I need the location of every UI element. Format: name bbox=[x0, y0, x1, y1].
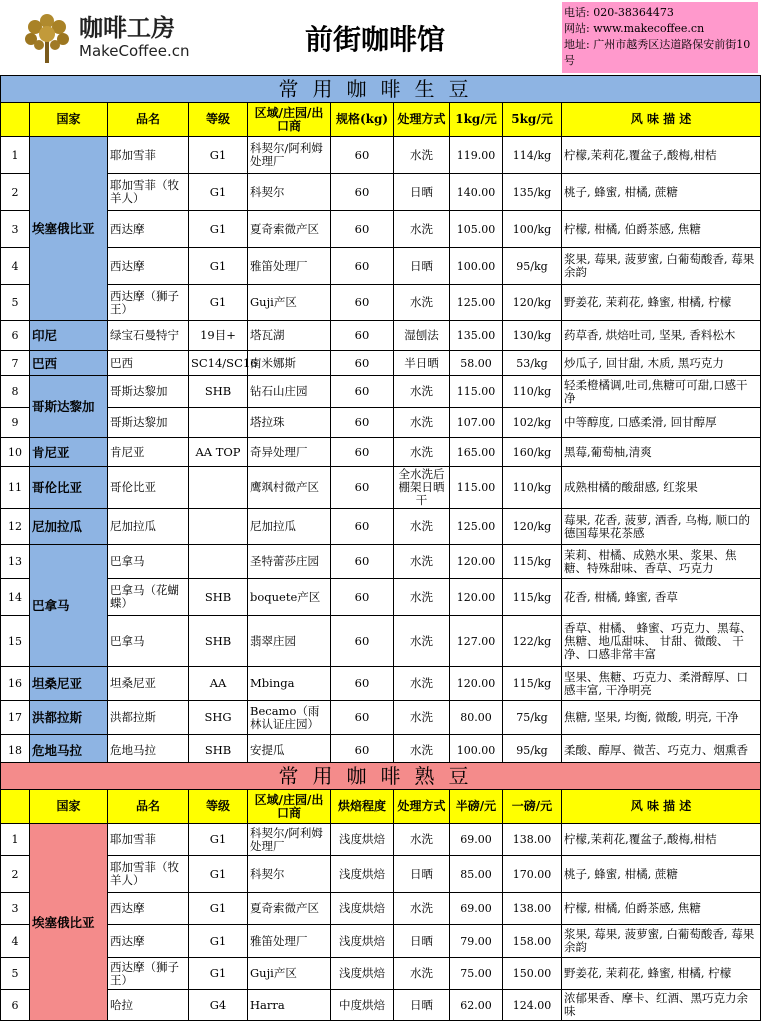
product-name: 哥斯达黎加 bbox=[108, 376, 189, 408]
row-index: 5 bbox=[1, 958, 30, 990]
grade: SHB bbox=[189, 579, 248, 616]
price-1: 127.00 bbox=[450, 616, 503, 667]
flavor-description: 桃子, 蜂蜜, 柑橘, 蔗糖 bbox=[562, 174, 761, 211]
spec: 60 bbox=[331, 376, 394, 408]
region: Guji产区 bbox=[248, 958, 331, 990]
process: 半日晒 bbox=[394, 351, 450, 376]
price-2: 115/kg bbox=[503, 667, 562, 701]
price-1: 125.00 bbox=[450, 509, 503, 545]
header-country: 国家 bbox=[30, 790, 108, 824]
flavor-description: 野姜花, 茉莉花, 蜂蜜, 柑橘, 柠檬 bbox=[562, 285, 761, 321]
product-name: 西达摩 bbox=[108, 925, 189, 958]
flavor-description: 浓郁果香、摩卡、红酒、黑巧克力余味 bbox=[562, 990, 761, 1021]
row-index: 7 bbox=[1, 351, 30, 376]
price-2: 160/kg bbox=[503, 438, 562, 467]
region: Mbinga bbox=[248, 667, 331, 701]
price-1: 115.00 bbox=[450, 376, 503, 408]
region: 塔拉珠 bbox=[248, 408, 331, 438]
table-row bbox=[1, 824, 761, 856]
price-1: 140.00 bbox=[450, 174, 503, 211]
header-grade: 等级 bbox=[189, 103, 248, 137]
region: boquete产区 bbox=[248, 579, 331, 616]
process: 水洗 bbox=[394, 958, 450, 990]
header-region: 区域/庄园/出口商 bbox=[248, 103, 331, 137]
process: 日晒 bbox=[394, 925, 450, 958]
product-name: 西达摩 bbox=[108, 893, 189, 925]
spec: 60 bbox=[331, 616, 394, 667]
region: 钻石山庄园 bbox=[248, 376, 331, 408]
grade: 19目+ bbox=[189, 321, 248, 351]
price-1: 85.00 bbox=[450, 856, 503, 893]
product-name: 哈拉 bbox=[108, 990, 189, 1021]
table-row bbox=[1, 893, 761, 925]
grade: G1 bbox=[189, 856, 248, 893]
grade: G1 bbox=[189, 137, 248, 174]
row-index: 6 bbox=[1, 990, 30, 1021]
header-region: 区域/庄园/出口商 bbox=[248, 790, 331, 824]
spec: 60 bbox=[331, 137, 394, 174]
region: 尼加拉瓜 bbox=[248, 509, 331, 545]
table-row bbox=[1, 545, 761, 579]
grade: AA TOP bbox=[189, 438, 248, 467]
spec: 60 bbox=[331, 701, 394, 735]
price-2: 110/kg bbox=[503, 376, 562, 408]
logo-chinese-text: 咖啡工房 bbox=[79, 14, 175, 42]
price-1: 135.00 bbox=[450, 321, 503, 351]
price-1: 119.00 bbox=[450, 137, 503, 174]
country-cell: 坦桑尼亚 bbox=[30, 667, 108, 701]
grade: SHB bbox=[189, 735, 248, 767]
spec: 60 bbox=[331, 351, 394, 376]
row-index: 15 bbox=[1, 616, 30, 667]
table-row bbox=[1, 137, 761, 174]
grade: G1 bbox=[189, 248, 248, 285]
product-name: 巴西 bbox=[108, 351, 189, 376]
price-2: 120/kg bbox=[503, 285, 562, 321]
grade: AA bbox=[189, 667, 248, 701]
price-1: 100.00 bbox=[450, 248, 503, 285]
grade: G1 bbox=[189, 285, 248, 321]
price-2: 120/kg bbox=[503, 509, 562, 545]
flavor-description: 桃子, 蜂蜜, 柑橘, 蔗糖 bbox=[562, 856, 761, 893]
process: 水洗 bbox=[394, 701, 450, 735]
country-cell: 哥伦比亚 bbox=[30, 467, 108, 509]
process: 水洗 bbox=[394, 893, 450, 925]
table-row bbox=[1, 701, 761, 735]
country-cell: 洪都拉斯 bbox=[30, 701, 108, 735]
flavor-description: 柔酸、醇厚、微苦、巧克力、烟熏香 bbox=[562, 735, 761, 767]
shop-title: 前街咖啡馆 bbox=[304, 22, 445, 56]
header-price1: 1kg/元 bbox=[450, 103, 503, 137]
price-2: 110/kg bbox=[503, 467, 562, 509]
row-index: 3 bbox=[1, 211, 30, 248]
product-name: 西达摩（狮子王） bbox=[108, 285, 189, 321]
spec: 60 bbox=[331, 211, 394, 248]
section-title: 常用咖啡熟豆 bbox=[1, 763, 761, 790]
header-grade: 等级 bbox=[189, 790, 248, 824]
process: 水洗 bbox=[394, 509, 450, 545]
header-spec: 烘焙程度 bbox=[331, 790, 394, 824]
region: 塔瓦湖 bbox=[248, 321, 331, 351]
spec: 60 bbox=[331, 248, 394, 285]
process: 水洗 bbox=[394, 667, 450, 701]
coffee-tree-icon bbox=[21, 9, 73, 65]
spec: 60 bbox=[331, 408, 394, 438]
table-row bbox=[1, 467, 761, 509]
price-2: 75/kg bbox=[503, 701, 562, 735]
price-2: 115/kg bbox=[503, 579, 562, 616]
header-price2: 5kg/元 bbox=[503, 103, 562, 137]
row-index: 6 bbox=[1, 321, 30, 351]
row-index: 4 bbox=[1, 248, 30, 285]
spec: 60 bbox=[331, 321, 394, 351]
process: 水洗 bbox=[394, 545, 450, 579]
process: 水洗 bbox=[394, 285, 450, 321]
price-2: 150.00 bbox=[503, 958, 562, 990]
grade bbox=[189, 545, 248, 579]
table-row bbox=[1, 856, 761, 893]
flavor-description: 黑莓,葡萄柚,清爽 bbox=[562, 438, 761, 467]
country-cell: 埃塞俄比亚 bbox=[30, 137, 108, 321]
grade bbox=[189, 509, 248, 545]
process: 日晒 bbox=[394, 856, 450, 893]
header-country: 国家 bbox=[30, 103, 108, 137]
price-1: 62.00 bbox=[450, 990, 503, 1021]
header-index bbox=[1, 103, 30, 137]
contact-website[interactable]: 网站: www.makecoffee.cn bbox=[564, 22, 705, 35]
process: 水洗 bbox=[394, 137, 450, 174]
process: 水洗 bbox=[394, 211, 450, 248]
region: 科契尔/阿利姆处理厂 bbox=[248, 137, 331, 174]
grade: SC14/SC16 bbox=[189, 351, 248, 376]
table-row bbox=[1, 174, 761, 211]
price-1: 120.00 bbox=[450, 667, 503, 701]
flavor-description: 坚果、焦糖、巧克力、柔滑醇厚、口感丰富, 干净明亮 bbox=[562, 667, 761, 701]
country-cell: 印尼 bbox=[30, 321, 108, 351]
process: 水洗 bbox=[394, 579, 450, 616]
header-flavor: 风 味 描 述 bbox=[562, 103, 761, 137]
region: 科契尔/阿利姆处理厂 bbox=[248, 824, 331, 856]
price-1: 80.00 bbox=[450, 701, 503, 735]
price-1: 75.00 bbox=[450, 958, 503, 990]
row-index: 2 bbox=[1, 174, 30, 211]
region: Harra bbox=[248, 990, 331, 1021]
product-name: 哥伦比亚 bbox=[108, 467, 189, 509]
country-cell: 埃塞俄比亚 bbox=[30, 824, 108, 1021]
row-index: 17 bbox=[1, 701, 30, 735]
product-name: 肯尼亚 bbox=[108, 438, 189, 467]
product-name: 巴拿马 bbox=[108, 616, 189, 667]
flavor-description: 茉莉、柑橘、成熟水果、浆果、焦糖、特殊甜味、香草、巧克力 bbox=[562, 545, 761, 579]
grade: G1 bbox=[189, 824, 248, 856]
product-name: 尼加拉瓜 bbox=[108, 509, 189, 545]
product-name: 巴拿马 bbox=[108, 545, 189, 579]
price-2: 130/kg bbox=[503, 321, 562, 351]
product-name: 坦桑尼亚 bbox=[108, 667, 189, 701]
grade: G1 bbox=[189, 211, 248, 248]
price-2: 122/kg bbox=[503, 616, 562, 667]
flavor-description: 柠檬, 柑橘, 伯爵茶感, 焦糖 bbox=[562, 211, 761, 248]
header-spec: 规格(kg) bbox=[331, 103, 394, 137]
contact-address: 地址: 广州市越秀区达道路保安前街10号 bbox=[564, 38, 751, 67]
page-header bbox=[0, 0, 760, 75]
region: 南米娜斯 bbox=[248, 351, 331, 376]
flavor-description: 药草香, 烘焙吐司, 坚果, 香料松木 bbox=[562, 321, 761, 351]
logo-english-text: MakeCoffee.cn bbox=[79, 42, 190, 60]
process: 日晒 bbox=[394, 990, 450, 1021]
price-2: 102/kg bbox=[503, 408, 562, 438]
row-index: 2 bbox=[1, 856, 30, 893]
table-row bbox=[1, 509, 761, 545]
header-name: 品名 bbox=[108, 790, 189, 824]
spec: 浅度烘焙 bbox=[331, 925, 394, 958]
flavor-description: 花香, 柑橘, 蜂蜜, 香草 bbox=[562, 579, 761, 616]
process: 水洗 bbox=[394, 376, 450, 408]
row-index: 1 bbox=[1, 137, 30, 174]
header-price1: 半磅/元 bbox=[450, 790, 503, 824]
price-1: 120.00 bbox=[450, 545, 503, 579]
spec: 60 bbox=[331, 174, 394, 211]
row-index: 10 bbox=[1, 438, 30, 467]
table-row bbox=[1, 667, 761, 701]
product-name: 西达摩 bbox=[108, 248, 189, 285]
region: 雅笛处理厂 bbox=[248, 925, 331, 958]
region: Guji产区 bbox=[248, 285, 331, 321]
spec: 60 bbox=[331, 667, 394, 701]
grade: G1 bbox=[189, 174, 248, 211]
process: 日晒 bbox=[394, 174, 450, 211]
grade: G1 bbox=[189, 925, 248, 958]
flavor-description: 柠檬, 柑橘, 伯爵茶感, 焦糖 bbox=[562, 893, 761, 925]
process: 水洗 bbox=[394, 616, 450, 667]
price-1: 165.00 bbox=[450, 438, 503, 467]
flavor-description: 中等醇度, 口感柔滑, 回甘醇厚 bbox=[562, 408, 761, 438]
table-row bbox=[1, 579, 761, 616]
region: 翡翠庄园 bbox=[248, 616, 331, 667]
price-2: 115/kg bbox=[503, 545, 562, 579]
process: 湿刨法 bbox=[394, 321, 450, 351]
price-1: 58.00 bbox=[450, 351, 503, 376]
region: 鹰飒村微产区 bbox=[248, 467, 331, 509]
country-cell: 巴拿马 bbox=[30, 545, 108, 667]
product-name: 绿宝石曼特宁 bbox=[108, 321, 189, 351]
spec: 60 bbox=[331, 735, 394, 767]
table-row bbox=[1, 990, 761, 1021]
table-row bbox=[1, 408, 761, 438]
table-row bbox=[1, 211, 761, 248]
flavor-description: 香草、柑橘、 蜂蜜、巧克力、黑莓、 焦糖、地瓜甜味、 甘甜、微酸、 干净、口感非常丰富 bbox=[562, 616, 761, 667]
product-name: 洪都拉斯 bbox=[108, 701, 189, 735]
price-2: 170.00 bbox=[503, 856, 562, 893]
header-name: 品名 bbox=[108, 103, 189, 137]
product-name: 西达摩 bbox=[108, 211, 189, 248]
country-cell: 尼加拉瓜 bbox=[30, 509, 108, 545]
spec: 60 bbox=[331, 438, 394, 467]
header-price2: 一磅/元 bbox=[503, 790, 562, 824]
region: 雅笛处理厂 bbox=[248, 248, 331, 285]
green-beans-table bbox=[0, 75, 761, 767]
price-1: 79.00 bbox=[450, 925, 503, 958]
price-1: 107.00 bbox=[450, 408, 503, 438]
product-name: 耶加雪菲 bbox=[108, 824, 189, 856]
process: 全水洗后棚架日晒干 bbox=[394, 467, 450, 509]
grade: G4 bbox=[189, 990, 248, 1021]
grade: G1 bbox=[189, 893, 248, 925]
table-row bbox=[1, 321, 761, 351]
spec: 浅度烘焙 bbox=[331, 893, 394, 925]
grade: SHB bbox=[189, 376, 248, 408]
grade: SHG bbox=[189, 701, 248, 735]
table-row bbox=[1, 285, 761, 321]
roasted-beans-table bbox=[0, 762, 761, 1021]
row-index: 16 bbox=[1, 667, 30, 701]
flavor-description: 野姜花, 茉莉花, 蜂蜜, 柑橘, 柠檬 bbox=[562, 958, 761, 990]
flavor-description: 柠檬,茉莉花,覆盆子,酸梅,柑桔 bbox=[562, 824, 761, 856]
product-name: 耶加雪菲（牧羊人） bbox=[108, 174, 189, 211]
row-index: 5 bbox=[1, 285, 30, 321]
product-name: 西达摩（狮子王） bbox=[108, 958, 189, 990]
price-1: 115.00 bbox=[450, 467, 503, 509]
row-index: 14 bbox=[1, 579, 30, 616]
region: 夏奇索微产区 bbox=[248, 893, 331, 925]
product-name: 耶加雪菲 bbox=[108, 137, 189, 174]
price-2: 124.00 bbox=[503, 990, 562, 1021]
spec: 60 bbox=[331, 467, 394, 509]
price-1: 100.00 bbox=[450, 735, 503, 767]
process: 水洗 bbox=[394, 408, 450, 438]
flavor-description: 成熟柑橘的酸甜感, 红浆果 bbox=[562, 467, 761, 509]
price-2: 100/kg bbox=[503, 211, 562, 248]
price-1: 120.00 bbox=[450, 579, 503, 616]
row-index: 3 bbox=[1, 893, 30, 925]
table-row bbox=[1, 925, 761, 958]
price-2: 138.00 bbox=[503, 893, 562, 925]
contact-phone: 电话: 020-38364473 bbox=[564, 6, 674, 19]
table-row bbox=[1, 438, 761, 467]
table-row bbox=[1, 248, 761, 285]
table-row bbox=[1, 376, 761, 408]
spec: 中度烘焙 bbox=[331, 990, 394, 1021]
row-index: 8 bbox=[1, 376, 30, 408]
spec: 浅度烘焙 bbox=[331, 958, 394, 990]
product-name: 哥斯达黎加 bbox=[108, 408, 189, 438]
product-name: 耶加雪菲（牧羊人） bbox=[108, 856, 189, 893]
price-1: 125.00 bbox=[450, 285, 503, 321]
row-index: 18 bbox=[1, 735, 30, 767]
logo bbox=[3, 3, 190, 71]
grade: G1 bbox=[189, 958, 248, 990]
flavor-description: 焦糖, 坚果, 均衡, 微酸, 明亮, 干净 bbox=[562, 701, 761, 735]
process: 日晒 bbox=[394, 248, 450, 285]
price-2: 158.00 bbox=[503, 925, 562, 958]
table-row bbox=[1, 958, 761, 990]
region: 科契尔 bbox=[248, 856, 331, 893]
table-row bbox=[1, 616, 761, 667]
spec: 60 bbox=[331, 579, 394, 616]
row-index: 9 bbox=[1, 408, 30, 438]
header-process: 处理方式 bbox=[394, 103, 450, 137]
spec: 60 bbox=[331, 545, 394, 579]
price-2: 95/kg bbox=[503, 735, 562, 767]
spec: 浅度烘焙 bbox=[331, 824, 394, 856]
section-title: 常用咖啡生豆 bbox=[1, 76, 761, 103]
price-2: 138.00 bbox=[503, 824, 562, 856]
spec: 浅度烘焙 bbox=[331, 856, 394, 893]
row-index: 11 bbox=[1, 467, 30, 509]
flavor-description: 炒瓜子, 回甘甜, 木质, 黑巧克力 bbox=[562, 351, 761, 376]
flavor-description: 柠檬,茉莉花,覆盆子,酸梅,柑桔 bbox=[562, 137, 761, 174]
price-1: 69.00 bbox=[450, 824, 503, 856]
flavor-description: 轻柔橙橘调,吐司,焦糖可可甜,口感干净 bbox=[562, 376, 761, 408]
product-name: 危地马拉 bbox=[108, 735, 189, 767]
flavor-description: 莓果, 花香, 菠萝, 酒香, 乌梅, 顺口的德国莓果花茶感 bbox=[562, 509, 761, 545]
country-cell: 哥斯达黎加 bbox=[30, 376, 108, 438]
grade: SHB bbox=[189, 616, 248, 667]
header-flavor: 风 味 描 述 bbox=[562, 790, 761, 824]
price-2: 95/kg bbox=[503, 248, 562, 285]
header-index bbox=[1, 790, 30, 824]
process: 水洗 bbox=[394, 824, 450, 856]
contact-box bbox=[562, 2, 758, 73]
country-cell: 肯尼亚 bbox=[30, 438, 108, 467]
price-2: 135/kg bbox=[503, 174, 562, 211]
header-process: 处理方式 bbox=[394, 790, 450, 824]
flavor-description: 浆果, 莓果, 菠萝蜜, 白葡萄酸香, 莓果余韵 bbox=[562, 925, 761, 958]
region: 夏奇索微产区 bbox=[248, 211, 331, 248]
flavor-description: 浆果, 莓果, 菠萝蜜, 白葡萄酸香, 莓果余韵 bbox=[562, 248, 761, 285]
process: 水洗 bbox=[394, 438, 450, 467]
region: 圣特蕾莎庄园 bbox=[248, 545, 331, 579]
country-cell: 巴西 bbox=[30, 351, 108, 376]
row-index: 1 bbox=[1, 824, 30, 856]
region: 科契尔 bbox=[248, 174, 331, 211]
price-2: 114/kg bbox=[503, 137, 562, 174]
row-index: 13 bbox=[1, 545, 30, 579]
price-1: 105.00 bbox=[450, 211, 503, 248]
region: 安提瓜 bbox=[248, 735, 331, 767]
grade bbox=[189, 408, 248, 438]
spec: 60 bbox=[331, 285, 394, 321]
region: 奇异处理厂 bbox=[248, 438, 331, 467]
country-cell: 危地马拉 bbox=[30, 735, 108, 767]
price-2: 53/kg bbox=[503, 351, 562, 376]
region: Becamo（雨林认证庄园） bbox=[248, 701, 331, 735]
grade bbox=[189, 467, 248, 509]
row-index: 4 bbox=[1, 925, 30, 958]
product-name: 巴拿马（花蝴蝶） bbox=[108, 579, 189, 616]
table-row bbox=[1, 351, 761, 376]
process: 水洗 bbox=[394, 735, 450, 767]
row-index: 12 bbox=[1, 509, 30, 545]
price-1: 69.00 bbox=[450, 893, 503, 925]
spec: 60 bbox=[331, 509, 394, 545]
